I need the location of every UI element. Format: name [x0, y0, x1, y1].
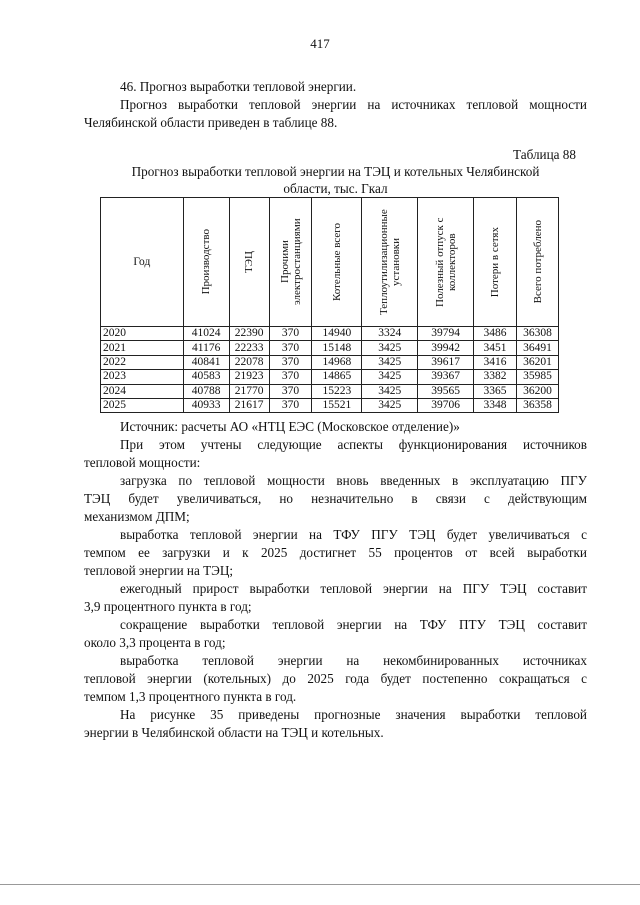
para2-line3: механизмом ДПМ; — [84, 509, 190, 524]
value-cell: 3324 — [362, 327, 418, 341]
year-cell: 2021 — [101, 341, 184, 355]
para4-line1: ежегодный прирост выработки тепловой энергии на ПГУ ТЭЦ составит — [120, 581, 587, 596]
value-cell: 22390 — [229, 327, 269, 341]
value-cell: 3451 — [474, 341, 517, 355]
value-cell: 370 — [269, 384, 312, 398]
value-cell: 14865 — [312, 370, 362, 384]
value-cell: 39367 — [418, 370, 474, 384]
value-cell: 36201 — [517, 355, 559, 369]
value-cell: 3425 — [362, 355, 418, 369]
year-cell: 2024 — [101, 384, 184, 398]
value-cell: 22233 — [229, 341, 269, 355]
para2-line2: ТЭЦ будет увеличиваться, но незначительно в связи с действующим — [84, 491, 587, 506]
value-cell: 39617 — [418, 355, 474, 369]
value-cell: 3425 — [362, 341, 418, 355]
para1-line2: тепловой мощности: — [84, 455, 201, 470]
value-cell: 370 — [269, 398, 312, 412]
year-cell: 2023 — [101, 370, 184, 384]
value-cell: 36308 — [517, 327, 559, 341]
value-cell: 15148 — [312, 341, 362, 355]
value-cell: 3348 — [474, 398, 517, 412]
value-cell: 40788 — [183, 384, 229, 398]
value-cell: 15223 — [312, 384, 362, 398]
year-cell: 2025 — [101, 398, 184, 412]
para6-line2: тепловой энергии (котельных) до 2025 года будет постепенно сокращаться с — [84, 671, 587, 686]
table-title-line-1: Прогноз выработки тепловой энергии на ТЭЦ и котельных Челябинской — [131, 164, 540, 179]
value-cell: 370 — [269, 355, 312, 369]
value-cell: 22078 — [229, 355, 269, 369]
value-cell: 41176 — [183, 341, 229, 355]
section-heading: 46. Прогноз выработки тепловой энергии. — [120, 79, 357, 94]
value-cell: 15521 — [312, 398, 362, 412]
para5-line2: около 3,3 процента в год; — [84, 635, 226, 650]
table-title-line-2: области, тыс. Гкал — [283, 181, 388, 196]
table-row — [101, 341, 559, 355]
value-cell: 21923 — [229, 370, 269, 384]
bottom-scan-edge — [0, 884, 640, 885]
header-other-plants: Прочими электростанциями — [269, 198, 312, 327]
para1-line1: При этом учтены следующие аспекты функционирования источников — [120, 437, 587, 452]
header-tec: ТЭЦ — [229, 198, 269, 327]
value-cell: 36491 — [517, 341, 559, 355]
value-cell: 35985 — [517, 370, 559, 384]
para6-line3: темпом 1,3 процентного пункта в год. — [84, 689, 297, 704]
value-cell: 39942 — [418, 341, 474, 355]
value-cell: 36200 — [517, 384, 559, 398]
year-cell: 2020 — [101, 327, 184, 341]
year-cell: 2022 — [101, 355, 184, 369]
para2-line1: загрузка по тепловой мощности вновь введенных в эксплуатацию ПГУ — [120, 473, 587, 488]
header-year: Год — [101, 198, 184, 327]
table-label: Таблица 88 — [513, 147, 576, 162]
value-cell: 3425 — [362, 370, 418, 384]
value-cell: 39706 — [418, 398, 474, 412]
table-row — [101, 398, 559, 412]
header-boilers-total: Котельные всего — [312, 198, 362, 327]
value-cell: 14940 — [312, 327, 362, 341]
value-cell: 3382 — [474, 370, 517, 384]
value-cell: 39565 — [418, 384, 474, 398]
table-row — [101, 384, 559, 398]
header-production: Производство — [183, 198, 229, 327]
para3-line3: тепловой энергии на ТЭЦ; — [84, 563, 234, 578]
para3-line1: выработка тепловой энергии на ТФУ ПГУ ТЭЦ будет увеличиваться с — [120, 527, 587, 542]
para7-line2: энергии в Челябинской области на ТЭЦ и котельных. — [84, 725, 384, 740]
value-cell: 21770 — [229, 384, 269, 398]
value-cell: 3425 — [362, 384, 418, 398]
value-cell: 40933 — [183, 398, 229, 412]
value-cell: 40841 — [183, 355, 229, 369]
header-heat-recovery: Теплоутилизационные установки — [362, 198, 418, 327]
value-cell: 3425 — [362, 398, 418, 412]
table-row — [101, 327, 559, 341]
para4-line2: 3,9 процентного пункта в год; — [84, 599, 252, 614]
header-network-losses: Потери в сетях — [474, 198, 517, 327]
para5-line1: сокращение выработки тепловой энергии на ТФУ ПТУ ТЭЦ составит — [120, 617, 587, 632]
table-row — [101, 370, 559, 384]
table-row — [101, 355, 559, 369]
para7-line1: На рисунке 35 приведены прогнозные значения выработки тепловой — [120, 707, 587, 722]
intro-line-2: Челябинской области приведен в таблице 88. — [84, 115, 338, 130]
value-cell: 40583 — [183, 370, 229, 384]
header-useful-output: Полезный отпуск с коллекторов — [418, 198, 474, 327]
value-cell: 3365 — [474, 384, 517, 398]
value-cell: 370 — [269, 370, 312, 384]
header-total-consumed: Всего потреблено — [517, 198, 559, 327]
value-cell: 3486 — [474, 327, 517, 341]
table-header-row — [101, 198, 559, 327]
value-cell: 370 — [269, 341, 312, 355]
para3-line2: темпом ее загрузки и к 2025 достигнет 55 процентов от всей выработки — [84, 545, 587, 560]
value-cell: 370 — [269, 327, 312, 341]
value-cell: 36358 — [517, 398, 559, 412]
value-cell: 14968 — [312, 355, 362, 369]
forecast-table — [100, 197, 559, 413]
para6-line1: выработка тепловой энергии на некомбинированных источниках — [120, 653, 587, 668]
value-cell: 41024 — [183, 327, 229, 341]
value-cell: 21617 — [229, 398, 269, 412]
table-source: Источник: расчеты АО «НТЦ ЕЭС (Московское отделение)» — [120, 419, 460, 434]
value-cell: 39794 — [418, 327, 474, 341]
page-number: 417 — [310, 36, 330, 51]
intro-line-1: Прогноз выработки тепловой энергии на источниках тепловой мощности — [120, 97, 587, 112]
value-cell: 3416 — [474, 355, 517, 369]
